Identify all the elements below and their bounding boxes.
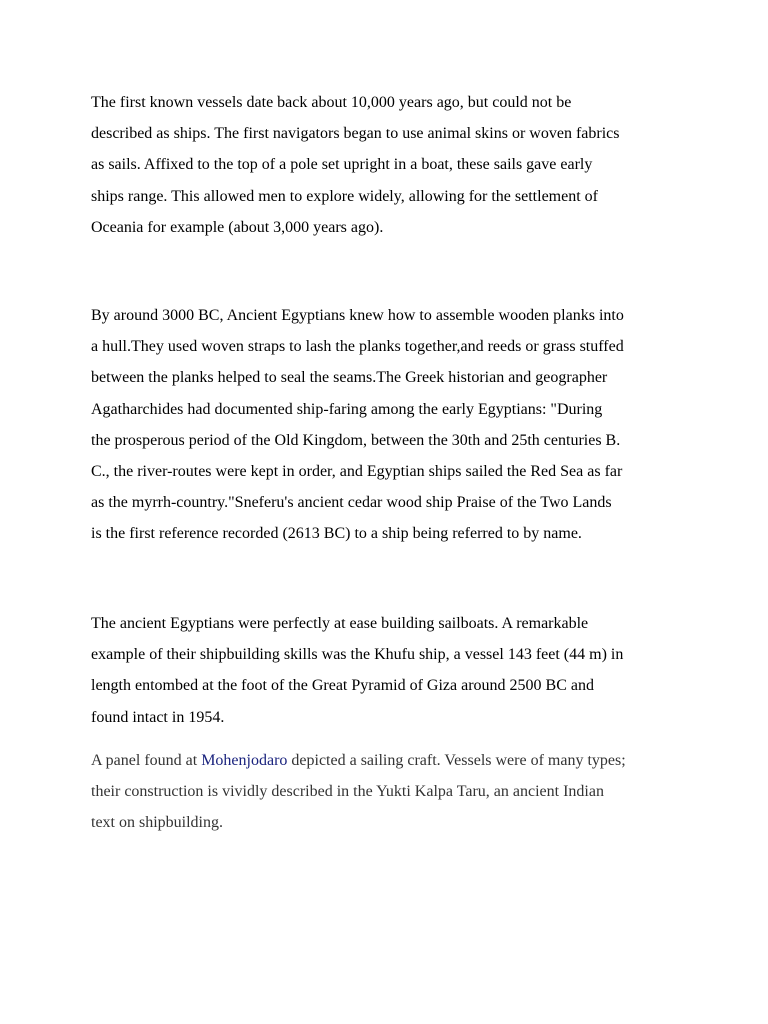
text-line: a hull.They used woven straps to lash the planks together,and reeds or grass stuffed bbox=[91, 338, 624, 356]
text-line: The first known vessels date back about 10,000 years ago, but could not be bbox=[91, 94, 572, 111]
text-line: C., the river-routes were kept in order, and Egyptian ships sailed the Red Sea as far bbox=[91, 463, 623, 481]
text-line: By around 3000 BC, Ancient Egyptians knew how to assemble wooden planks into bbox=[91, 307, 624, 324]
text-line bbox=[91, 745, 691, 776]
text-line: between the planks helped to seal the seams.The Greek historian and geographer bbox=[91, 369, 608, 387]
mohenjodaro-link[interactable]: Mohenjodaro bbox=[201, 752, 288, 769]
text-line: described as ships. The first navigators began to use animal skins or woven fabrics bbox=[91, 125, 620, 143]
paragraph-ancient-egyptians-planks bbox=[91, 300, 691, 550]
text-line: example of their shipbuilding skills was the Khufu ship, a vessel 143 feet (44 m) in bbox=[91, 646, 624, 664]
text-line: found intact in 1954. bbox=[91, 708, 225, 726]
text-line: length entombed at the foot of the Great Pyramid of Giza around 2500 BC and bbox=[91, 677, 594, 695]
paragraph-first-vessels bbox=[91, 87, 691, 243]
text-line: Agatharchides had documented ship-faring among the early Egyptians: "During bbox=[91, 400, 603, 418]
text-line: their construction is vividly described in the Yukti Kalpa Taru, an ancient Indian bbox=[91, 783, 604, 801]
text-line: the prosperous period of the Old Kingdom, between the 30th and 25th centuries B. bbox=[91, 431, 621, 449]
paragraph-khufu-ship bbox=[91, 608, 691, 733]
text-line: as sails. Affixed to the top of a pole set upright in a boat, these sails gave early bbox=[91, 156, 593, 174]
text-line: ships range. This allowed men to explore widely, allowing for the settlement of bbox=[91, 187, 598, 205]
text-fragment: A panel found at bbox=[91, 752, 202, 769]
text-line: is the first reference recorded (2613 BC) to a ship being referred to by name. bbox=[91, 525, 582, 543]
text-line: The ancient Egyptians were perfectly at ease building sailboats. A remarkable bbox=[91, 615, 589, 632]
paragraph-mohenjodaro bbox=[91, 745, 691, 839]
text-line: Oceania for example (about 3,000 years ago). bbox=[91, 218, 384, 236]
text-line: text on shipbuilding. bbox=[91, 814, 223, 832]
text-fragment: depicted a sailing craft. Vessels were of many types; bbox=[287, 752, 626, 769]
text-line: as the myrrh-country."Sneferu's ancient cedar wood ship Praise of the Two Lands bbox=[91, 494, 612, 512]
